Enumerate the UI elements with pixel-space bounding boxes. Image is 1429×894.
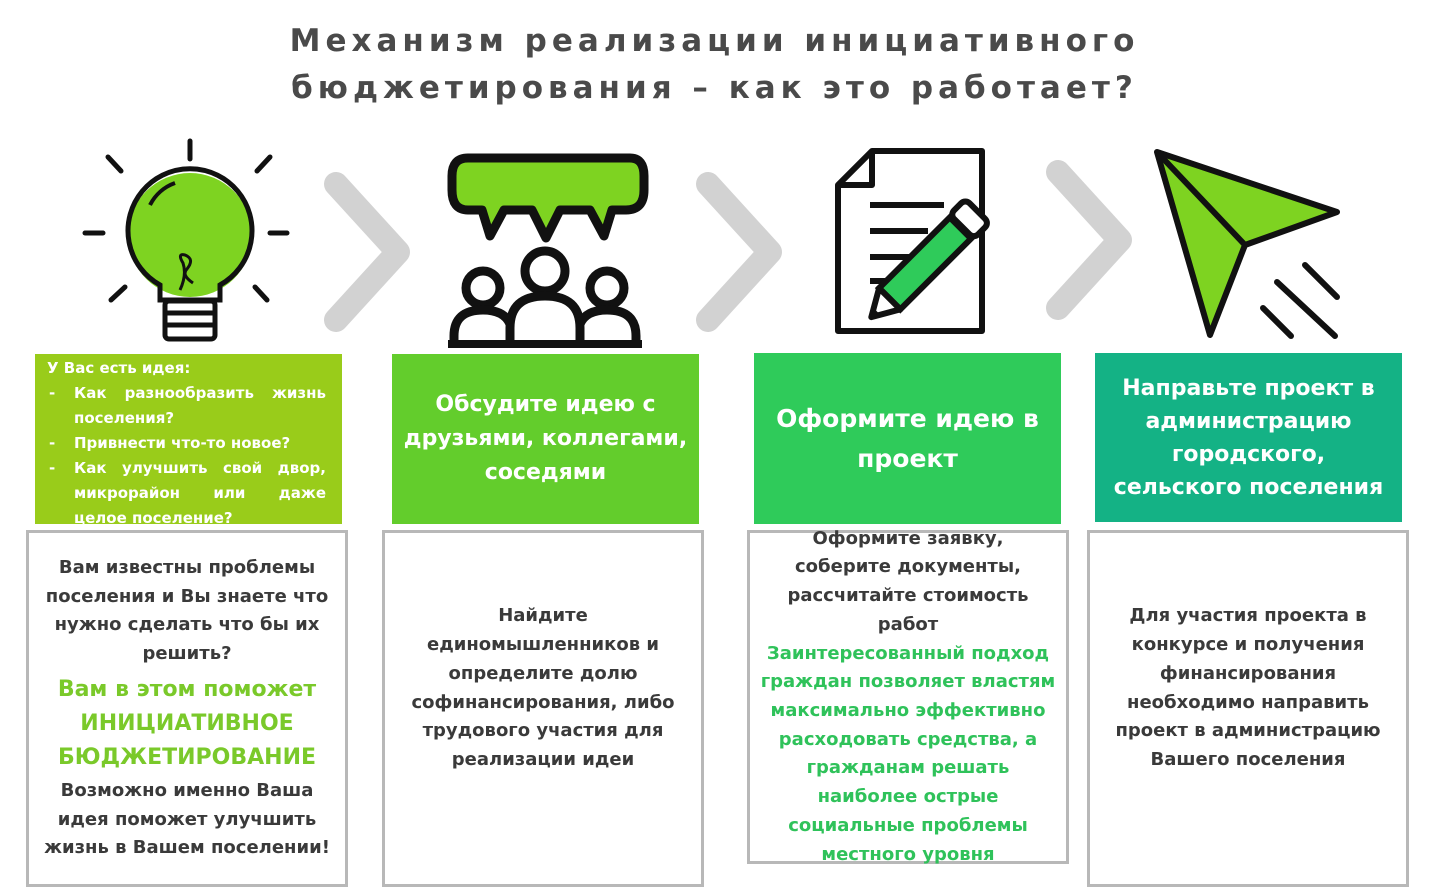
step-4-heading: Направьте проект в администрацию городского, сельского поселения xyxy=(1113,375,1384,500)
title-line-1: Механизм реализации инициативного xyxy=(289,23,1140,59)
step-1-header xyxy=(35,354,342,527)
document-pencil-icon xyxy=(832,145,1032,340)
step-1-body-text: Вам известны проблемы поселения и Вы знаете что нужно сделать что бы их решить? xyxy=(45,557,329,665)
step-4-body-text: Для участия проекта в конкурсе и получения финансирования необходимо направить проект в администрацию Вашего поселения xyxy=(1115,605,1381,770)
title-line-2: бюджетирования – как это работает? xyxy=(291,70,1138,106)
step-2-body-text: Найдите единомышленников и определите долю софинансирования, либо трудового участия для реализации идеи xyxy=(411,605,675,770)
chevron-right-icon xyxy=(1040,160,1150,320)
page-title xyxy=(0,18,1429,112)
step-3-detail-box xyxy=(747,527,1069,865)
step-1-highlight: Вам в этом поможет ИНИЦИАТИВНОЕ БЮДЖЕТИРОВАНИЕ xyxy=(57,676,317,770)
chevron-right-icon xyxy=(690,172,800,332)
step-3-heading: Оформите идею в проект xyxy=(776,403,1039,473)
paper-plane-icon xyxy=(1145,140,1350,345)
step-1-footer: Возможно именно Ваша идея поможет улучшить жизнь в Вашем поселении! xyxy=(44,779,330,859)
step-1-question: - Привнести что-то новое? xyxy=(47,431,326,456)
step-2-header xyxy=(392,354,699,524)
step-2-detail-box xyxy=(382,530,704,887)
step-4-header xyxy=(1095,353,1402,522)
step-3-body-text: Оформите заявку, соберите документы, рассчитайте стоимость работ xyxy=(787,527,1029,635)
step-3-header xyxy=(754,353,1061,524)
step-3-highlight: Заинтересованный подход граждан позволяет властям максимально эффективно расходовать средства, а гражданам решать наиболее острые социальные проблемы местного уровня xyxy=(760,642,1056,865)
step-1-question-list xyxy=(47,381,326,531)
step-1-question: - Как разнообразить жизнь поселения? xyxy=(47,381,326,431)
lightbulb-icon xyxy=(75,135,305,350)
step-1-question: - Как улучшить свой двор, микрорайон или даже целое поселение? xyxy=(47,456,326,531)
chevron-right-icon xyxy=(318,172,428,332)
step-4-detail-box xyxy=(1087,530,1409,887)
step-1-detail-box xyxy=(26,530,348,887)
group-discussion-icon xyxy=(440,148,655,353)
step-1-intro: У Вас есть идея: xyxy=(47,359,191,377)
step-2-heading: Обсудите идею с друзьями, коллегами, соседями xyxy=(403,392,688,485)
